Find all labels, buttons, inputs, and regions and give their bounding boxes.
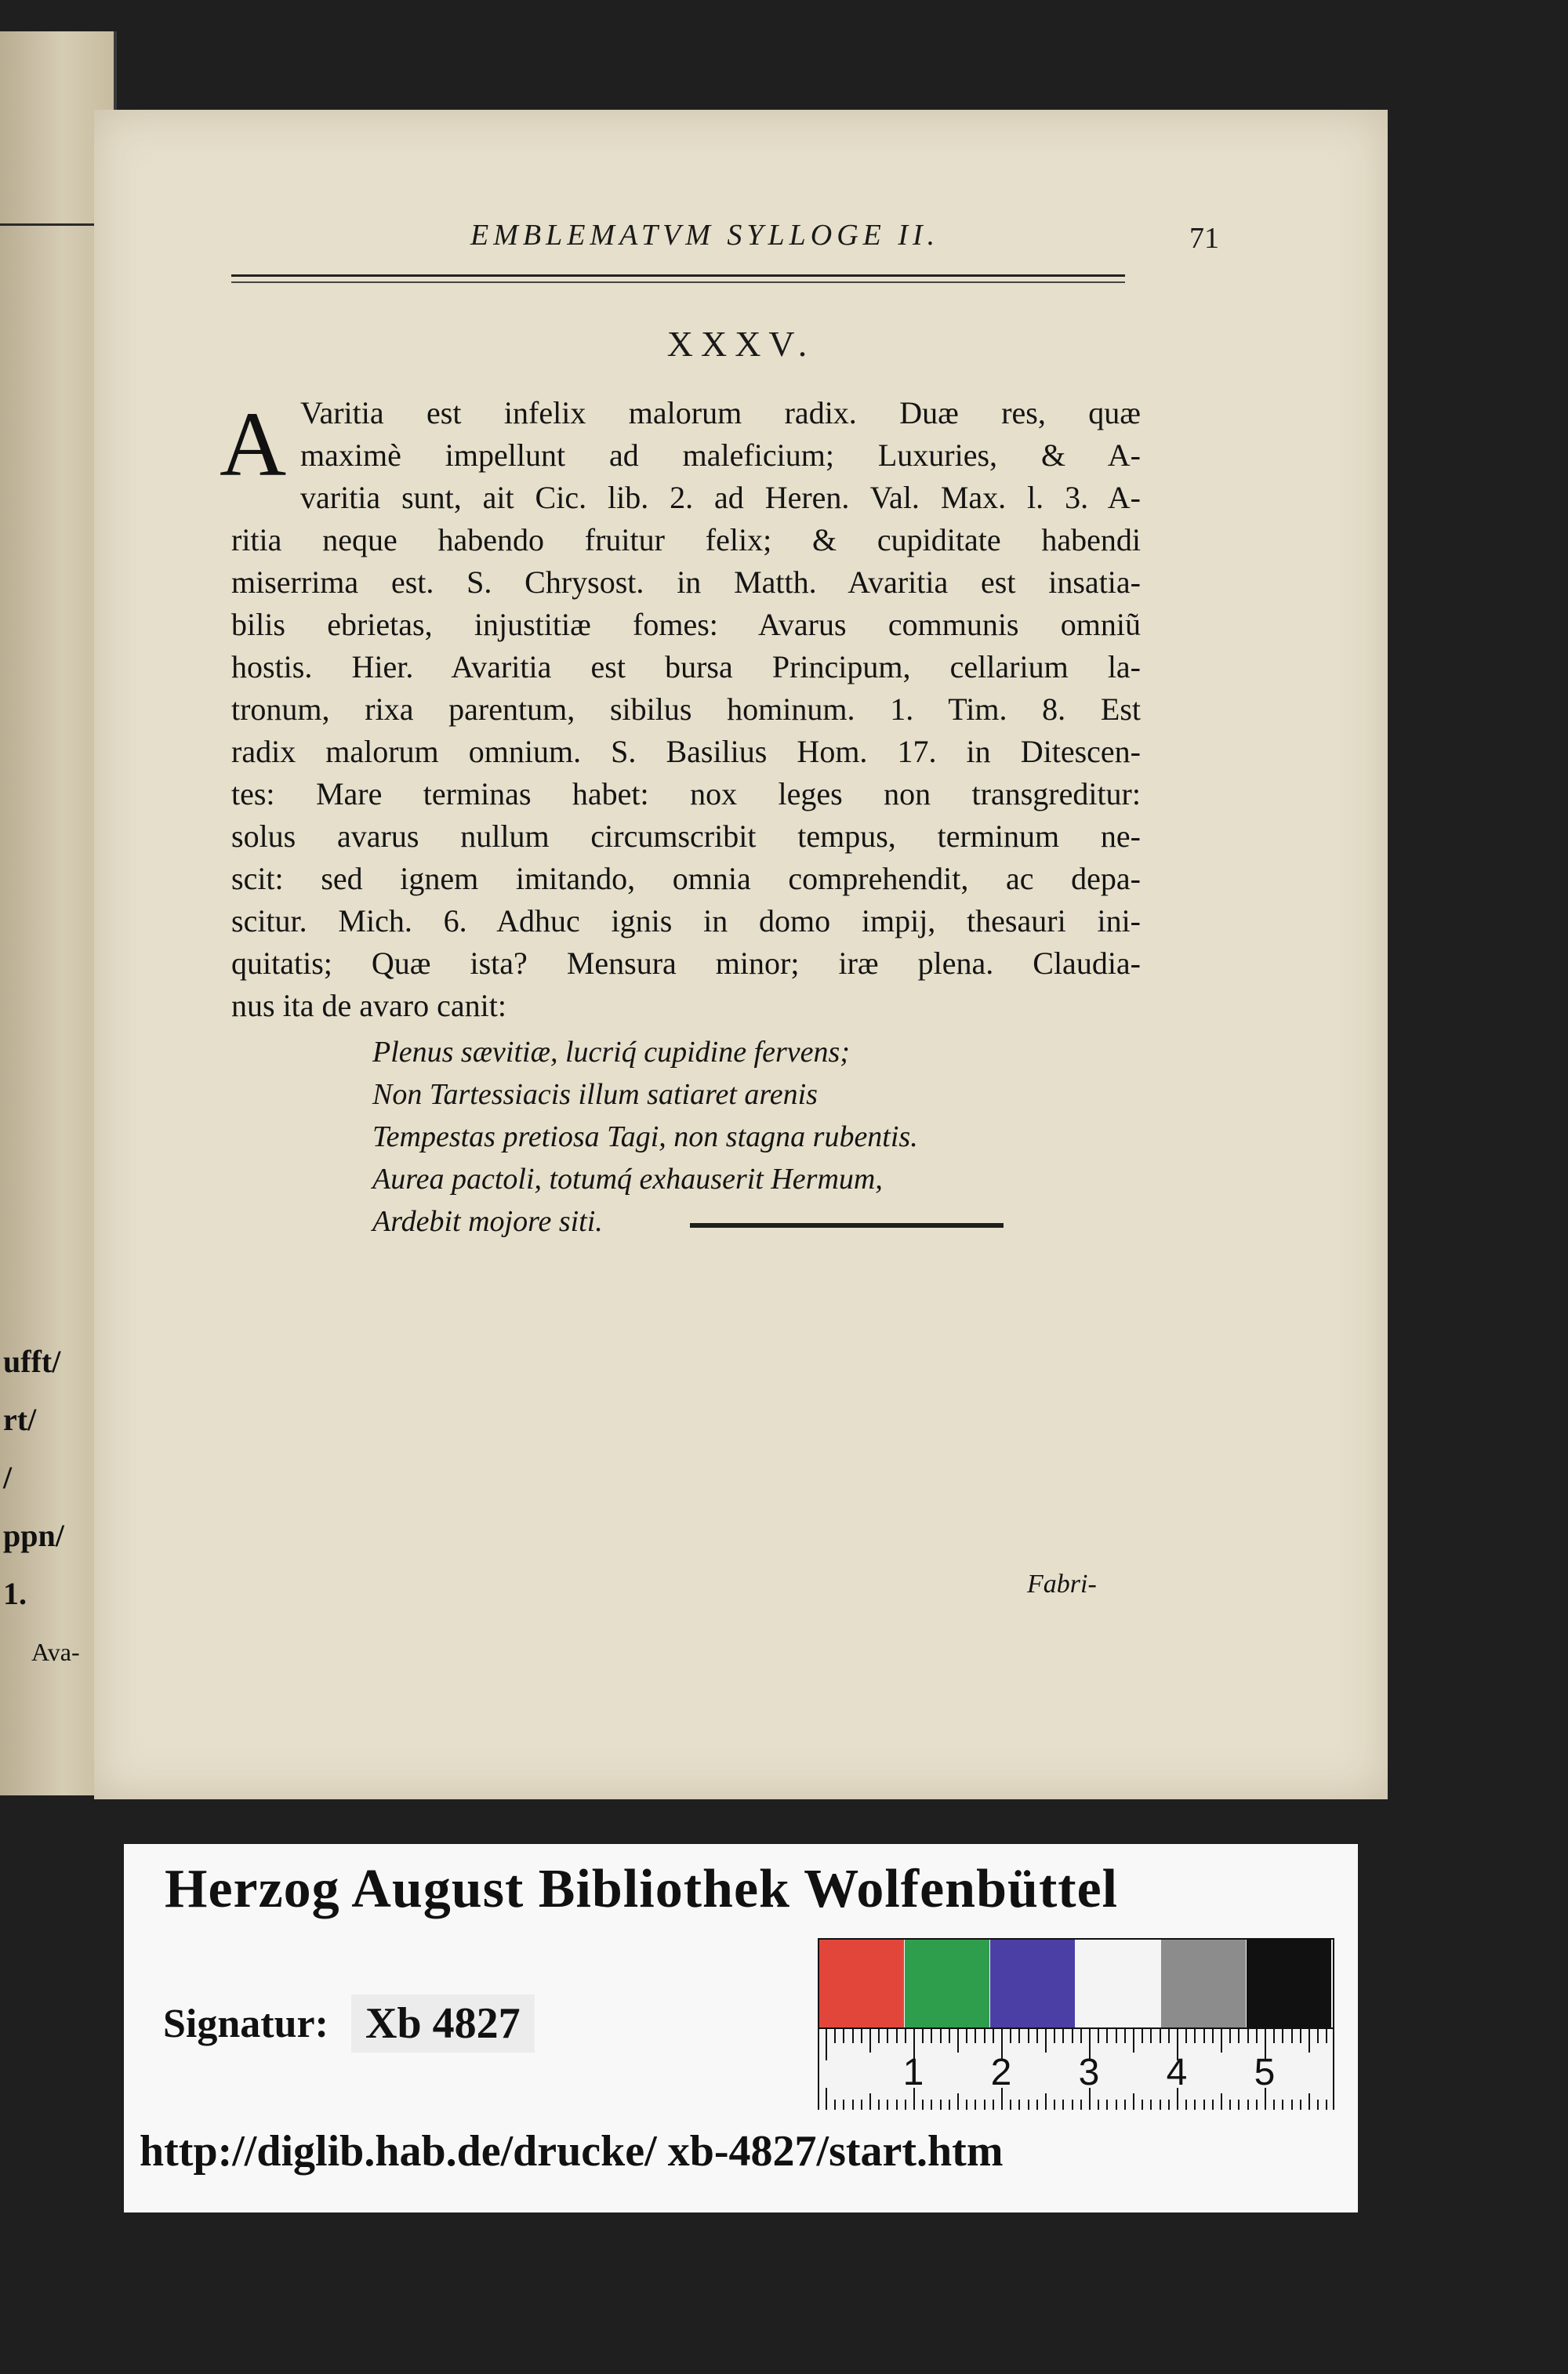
ruler-tick xyxy=(1160,2100,1161,2110)
ruler-tick xyxy=(1282,2029,1283,2043)
ruler-tick xyxy=(1229,2029,1231,2043)
ruler-tick xyxy=(1291,2029,1293,2043)
text-line: tes: Mare terminas habet: nox leges non transgreditur: xyxy=(231,776,1141,811)
ruler-tick xyxy=(1308,2029,1310,2053)
ruler-tick xyxy=(834,2029,836,2043)
ruler-tick xyxy=(1124,2100,1126,2110)
ruler-tick xyxy=(852,2029,854,2043)
library-name: Herzog August Bibliothek Wolfenbüttel xyxy=(165,1859,1119,1919)
ruler-tick xyxy=(940,2100,942,2110)
ruler-tick xyxy=(896,2029,898,2043)
ruler-tick xyxy=(966,2100,967,2110)
text-line: miserrima est. S. Chrysost. in Matth. Avaritia est insatia- xyxy=(231,564,1141,600)
ruler-tick xyxy=(1185,2100,1187,2110)
ruler-tick xyxy=(1028,2029,1029,2043)
color-swatch xyxy=(1076,1940,1160,2027)
ruler-tick xyxy=(1054,2029,1055,2043)
ruler-number: 5 xyxy=(1254,2052,1276,2093)
ruler-tick xyxy=(1203,2100,1205,2110)
ruler-tick xyxy=(1168,2029,1170,2043)
text-line: solus avarus nullum circumscribit tempus, terminum ne- xyxy=(231,819,1141,854)
ruler-tick xyxy=(887,2100,888,2110)
facing-page-text xyxy=(3,1333,105,1681)
ruler-tick xyxy=(957,2093,959,2110)
ruler-number: 2 xyxy=(990,2052,1012,2093)
ruler-tick xyxy=(1221,2029,1222,2053)
ruler-tick xyxy=(1308,2093,1310,2110)
ruler-tick xyxy=(1010,2100,1011,2110)
drop-cap: A xyxy=(220,393,287,495)
ruler-tick xyxy=(1098,2029,1099,2043)
verse-line: Plenus sævitiæ, lucriq́ cupidine fervens; xyxy=(372,1036,850,1069)
verse-line: Tempestas pretiosa Tagi, non stagna rubentis. xyxy=(372,1120,918,1153)
verse-quotation xyxy=(372,1031,1141,1243)
ruler-tick xyxy=(826,2088,827,2110)
ruler-tick xyxy=(975,2029,976,2043)
text-line: radix malorum omnium. S. Basilius Hom. 17. in Ditescen- xyxy=(231,734,1141,769)
text-line: nus ita de avaro canit: xyxy=(231,988,506,1023)
text-line: Varitia est infelix malorum radix. Duæ res, quæ xyxy=(300,395,1141,430)
ruler-tick xyxy=(1212,2029,1214,2043)
facing-fragment: rt/ xyxy=(3,1402,37,1437)
ruler-tick xyxy=(1116,2100,1117,2110)
ruler-tick xyxy=(1018,2029,1020,2043)
ruler-tick xyxy=(878,2029,880,2043)
ruler-tick xyxy=(905,2100,906,2110)
ruler-tick xyxy=(984,2029,985,2043)
color-swatch xyxy=(990,1940,1075,2027)
ruler-tick xyxy=(1317,2100,1319,2110)
ruler-tick xyxy=(1168,2100,1170,2110)
ruler-tick xyxy=(1010,2029,1011,2043)
signature-value: Xb 4827 xyxy=(351,1995,535,2053)
ruler-tick xyxy=(975,2100,976,2110)
ruler-tick xyxy=(1229,2100,1231,2110)
catchword: Fabri- xyxy=(1027,1570,1097,1599)
ruler-tick xyxy=(1150,2100,1152,2110)
signature-label: Signatur: xyxy=(163,2002,328,2046)
ruler-tick xyxy=(1185,2029,1187,2043)
ruler-tick xyxy=(887,2029,888,2043)
ruler-number: 3 xyxy=(1078,2052,1100,2093)
facing-fragment: ppn/ xyxy=(3,1518,64,1553)
measurement-ruler xyxy=(819,2027,1333,2110)
text-line: bilis ebrietas, injustitiæ fomes: Avarus communis omniũ xyxy=(231,607,1141,642)
ruler-tick xyxy=(1045,2093,1047,2110)
ruler-tick xyxy=(896,2100,898,2110)
ruler-tick xyxy=(826,2029,827,2060)
text-line: varitia sunt, ait Cic. lib. 2. ad Heren. Val. Max. l. 3. A- xyxy=(300,480,1141,515)
ruler-tick xyxy=(1080,2100,1082,2110)
ruler-tick xyxy=(1256,2100,1258,2110)
ruler-tick xyxy=(905,2029,906,2043)
text-line: scitur. Mich. 6. Adhuc ignis in domo impij, thesauri ini- xyxy=(231,903,1141,938)
ruler-tick xyxy=(1018,2100,1020,2110)
ruler-tick xyxy=(1317,2029,1319,2043)
ruler-tick xyxy=(869,2093,871,2110)
color-swatch xyxy=(1247,1940,1331,2027)
text-line: ritia neque habendo fruitur felix; & cupiditate habendi xyxy=(231,522,1141,557)
facing-fragment: 1. xyxy=(3,1576,27,1611)
ruler-tick xyxy=(1036,2029,1038,2043)
ruler-tick xyxy=(931,2029,932,2043)
ruler-tick xyxy=(1194,2029,1196,2043)
color-swatch xyxy=(905,1940,989,2027)
ruler-tick xyxy=(1028,2100,1029,2110)
ruler-tick xyxy=(1045,2029,1047,2053)
ruler-tick xyxy=(1072,2029,1073,2043)
ruler-tick xyxy=(1062,2029,1064,2043)
ruler-tick xyxy=(1054,2100,1055,2110)
ruler-tick xyxy=(843,2029,844,2043)
ruler-tick xyxy=(940,2029,942,2043)
ruler-tick xyxy=(1221,2093,1222,2110)
ruler-tick xyxy=(1106,2100,1108,2110)
ruler-number: 4 xyxy=(1166,2052,1188,2093)
ruler-tick xyxy=(1273,2029,1275,2043)
ruler-tick xyxy=(1326,2029,1327,2043)
ruler-tick xyxy=(1291,2100,1293,2110)
ruler-tick xyxy=(1116,2029,1117,2043)
facing-fragment: / xyxy=(3,1460,13,1495)
verse-line: Non Tartessiacis illum satiaret arenis xyxy=(372,1078,818,1111)
margin-rule xyxy=(0,223,94,226)
body-paragraph xyxy=(231,392,1141,1027)
text-line: tronum, rixa parentum, sibilus hominum. 1. Tim. 8. Est xyxy=(231,692,1141,727)
ruler-tick xyxy=(861,2029,862,2043)
ruler-tick xyxy=(1080,2029,1082,2043)
ruler-tick xyxy=(1142,2100,1143,2110)
ruler-tick xyxy=(957,2029,959,2053)
ruler-tick xyxy=(922,2100,924,2110)
ruler-tick xyxy=(1150,2029,1152,2043)
ruler-tick xyxy=(843,2100,844,2110)
text-line: hostis. Hier. Avaritia est bursa Principum, cellarium la- xyxy=(231,649,1141,684)
ruler-tick xyxy=(1133,2029,1134,2053)
ruler-tick xyxy=(1238,2100,1240,2110)
ruler-tick xyxy=(1282,2100,1283,2110)
ruler-tick xyxy=(1106,2029,1108,2043)
closing-rule xyxy=(690,1223,1004,1228)
ruler-tick xyxy=(984,2100,985,2110)
ruler-tick xyxy=(922,2029,924,2043)
running-title: EMBLEMATVM SYLLOGE II. xyxy=(470,219,940,252)
ruler-tick xyxy=(1194,2100,1196,2110)
section-heading: XXXV. xyxy=(666,324,815,364)
ruler-tick xyxy=(949,2100,950,2110)
ruler-tick xyxy=(1098,2100,1099,2110)
facing-fragment: ufft/ xyxy=(3,1344,61,1379)
color-calibration-chart xyxy=(818,1938,1334,2110)
ruler-tick xyxy=(1160,2029,1161,2043)
ruler-tick xyxy=(1300,2029,1301,2043)
ruler-number: 1 xyxy=(902,2052,924,2093)
ruler-tick xyxy=(861,2100,862,2110)
facing-fragment: Ava- xyxy=(31,1638,80,1666)
ruler-tick xyxy=(1238,2029,1240,2043)
ruler-tick xyxy=(966,2029,967,2043)
library-label xyxy=(124,1844,1358,2212)
ruler-tick xyxy=(1133,2093,1134,2110)
ruler-tick xyxy=(1256,2029,1258,2043)
ruler-tick xyxy=(1036,2100,1038,2110)
ruler-tick xyxy=(852,2100,854,2110)
ruler-tick xyxy=(1124,2029,1126,2043)
verse-line: Aurea pactoli, totumq́ exhauserit Hermum, xyxy=(372,1163,883,1196)
ruler-tick xyxy=(1300,2100,1301,2110)
verse-line: Ardebit mojore siti. xyxy=(372,1205,603,1238)
ruler-tick xyxy=(1247,2029,1249,2043)
catalog-url: http://diglib.hab.de/drucke/ xb-4827/start.htm xyxy=(140,2127,1004,2176)
running-head xyxy=(231,218,1219,265)
text-line: quitatis; Quæ ista? Mensura minor; iræ plena. Claudia- xyxy=(231,946,1141,981)
text-line: scit: sed ignem imitando, omnia comprehendit, ac depa- xyxy=(231,861,1141,896)
ruler-tick xyxy=(1247,2100,1249,2110)
ruler-tick xyxy=(1273,2100,1275,2110)
ruler-tick xyxy=(1326,2100,1327,2110)
page-number: 71 xyxy=(1189,222,1219,255)
ruler-tick xyxy=(1142,2029,1143,2043)
ruler-tick xyxy=(931,2100,932,2110)
ruler-tick xyxy=(834,2100,836,2110)
ruler-tick xyxy=(1212,2100,1214,2110)
ruler-tick xyxy=(878,2100,880,2110)
text-line: maximè impellunt ad maleficium; Luxuries, & A- xyxy=(300,437,1141,473)
book-page xyxy=(94,110,1388,1799)
ruler-tick xyxy=(1203,2029,1205,2043)
ruler-tick xyxy=(993,2100,994,2110)
color-swatch xyxy=(819,1940,904,2027)
ruler-tick xyxy=(869,2029,871,2053)
ruler-tick xyxy=(949,2029,950,2043)
ruler-tick xyxy=(1072,2100,1073,2110)
header-rule xyxy=(231,274,1125,283)
ruler-tick xyxy=(1062,2100,1064,2110)
color-swatch xyxy=(1161,1940,1246,2027)
ruler-tick xyxy=(993,2029,994,2043)
